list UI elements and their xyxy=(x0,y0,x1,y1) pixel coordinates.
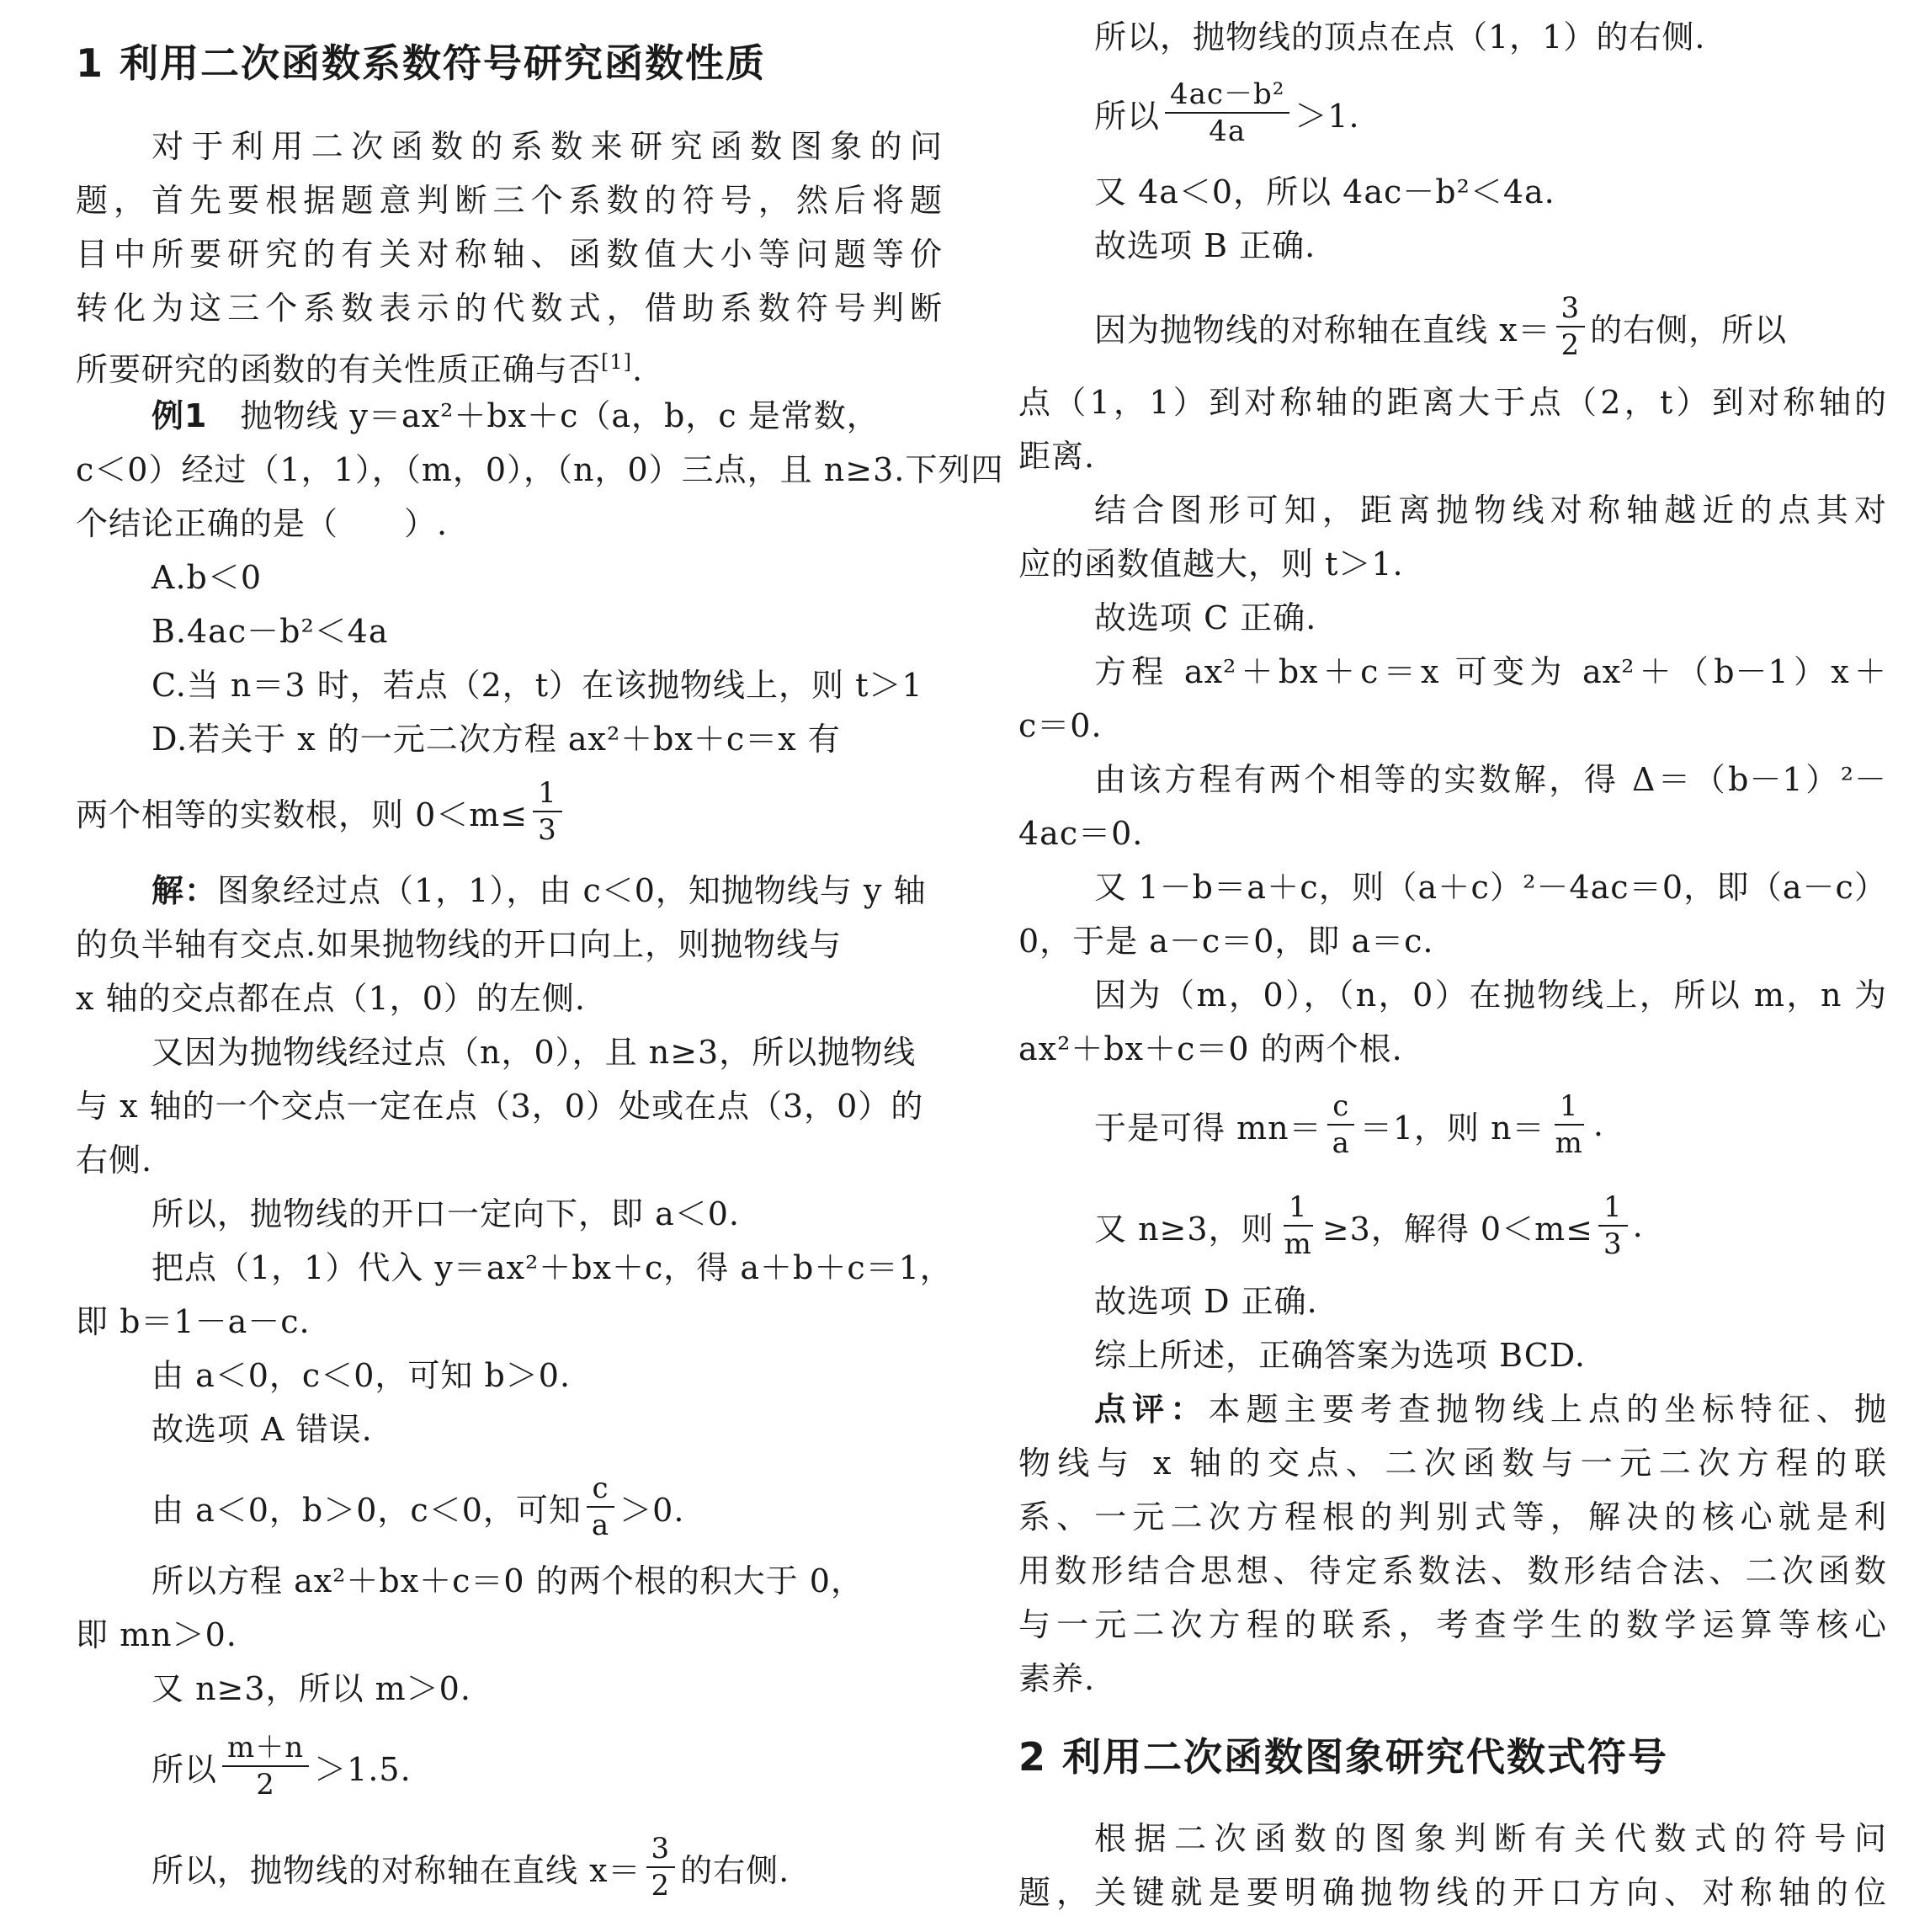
c-line-3: 结合图形可知，距离抛物线对称轴越近的点其对 xyxy=(1094,492,1887,529)
right-axis-line xyxy=(1018,285,1887,369)
c-line-10: 又 1－b＝a＋c，则（a＋c）²－4ac＝0，即（a－c） xyxy=(1094,869,1887,906)
mn-post: ＞1.5. xyxy=(314,1750,412,1788)
m-range-pre: 又 n≥3，则 xyxy=(1094,1210,1274,1248)
axis-pre: 所以，抛物线的对称轴在直线 x＝ xyxy=(152,1851,641,1889)
option-a: A.b＜0 xyxy=(152,559,263,596)
comment-line-6: 素养. xyxy=(1018,1660,1096,1697)
c-line-8: 由该方程有两个相等的实数解，得 Δ＝（b－1）²－ xyxy=(1094,761,1887,798)
fraction-numerator: 1 xyxy=(533,775,562,812)
ca-pre: 由 a＜0，b＞0，c＜0，可知 xyxy=(152,1491,582,1529)
comment-label: 点评： xyxy=(1094,1391,1209,1428)
fraction-one-over-m xyxy=(1550,1088,1588,1161)
fraction-numerator: 1 xyxy=(1555,1088,1584,1126)
example-label: 例1 xyxy=(152,397,208,434)
fraction-denominator: 3 xyxy=(538,813,557,847)
fraction-denominator: m xyxy=(1555,1126,1583,1160)
m-range-line xyxy=(1018,1184,1887,1268)
fraction-denominator: a xyxy=(591,1509,610,1542)
intro-line-1: 对于利用二次函数的系数来研究函数图象的问 xyxy=(152,128,943,165)
c-line-6: 方程 ax²＋bx＋c＝x 可变为 ax²＋（b－1）x＋ xyxy=(1094,653,1887,690)
ca-post: ＞0. xyxy=(619,1491,685,1529)
fraction-one-over-m xyxy=(1279,1190,1317,1262)
intro-line-4: 转化为这三个系数表示的代数式，借助系数符号判断 xyxy=(76,290,943,327)
fraction-one-third xyxy=(1598,1190,1628,1262)
b-line-1: 又 4a＜0，所以 4ac－b²＜4a. xyxy=(1094,173,1555,210)
fraction-three-halves xyxy=(646,1831,676,1903)
fraction-m-plus-n-over-2 xyxy=(222,1730,309,1802)
example-1-line-2: c＜0）经过（1，1），（m，0），（n，0）三点，且 n≥3.下列四 xyxy=(76,451,1004,488)
intro-end: . xyxy=(632,351,644,388)
fraction-denominator: a xyxy=(1332,1126,1350,1160)
solution-line-6: 右侧. xyxy=(76,1142,153,1179)
option-c: C.当 n＝3 时，若点（2，t）在该抛物线上，则 t＞1 xyxy=(152,667,923,704)
fraction-denominator: 2 xyxy=(651,1869,671,1903)
option-d: D.若关于 x 的一元二次方程 ax²＋bx＋c＝x 有 xyxy=(152,721,841,758)
fraction-numerator: 1 xyxy=(1284,1190,1313,1227)
solution-line-10: 由 a＜0，c＜0，可知 b＞0. xyxy=(152,1357,572,1394)
solution-line-8: 把点（1，1）代入 y＝ax²＋bx＋c，得 a＋b＋c＝1， xyxy=(152,1249,953,1286)
vertex-post: ＞1. xyxy=(1295,97,1360,135)
mn-derivation-line xyxy=(1018,1083,1887,1167)
fraction-denominator: 2 xyxy=(1560,328,1581,362)
solution-line-4: 又因为抛物线经过点（n，0），且 n≥3，所以抛物线 xyxy=(152,1034,917,1071)
solution-line-7: 所以，抛物线的开口一定向下，即 a＜0. xyxy=(152,1195,740,1232)
option-d-tail xyxy=(76,769,943,854)
axis-post: 的右侧. xyxy=(680,1851,790,1889)
fraction-denominator: 2 xyxy=(256,1768,275,1802)
solution-text-1: 图象经过点（1，1），由 c＜0，知抛物线与 y 轴 xyxy=(217,872,927,909)
fraction-numerator: 3 xyxy=(1556,290,1586,327)
d-line-1: 故选项 D 正确. xyxy=(1094,1283,1318,1320)
solution-label: 解： xyxy=(152,872,218,909)
comment-line-1 xyxy=(1018,1386,1887,1433)
right-axis-pre: 因为抛物线的对称轴在直线 x＝ xyxy=(1094,311,1551,349)
comment-line-5: 与一元二次方程的联系，考查学生的数学运算等核心 xyxy=(1018,1606,1887,1643)
fraction-numerator: c xyxy=(1327,1088,1354,1126)
solution-line-5: 与 x 轴的一个交点一定在点（3，0）处或在点（3，0）的 xyxy=(76,1088,924,1125)
vertex-pre: 所以 xyxy=(1094,97,1161,135)
section-2-line-2: 题，关键就是要明确抛物线的开口方向、对称轴的位 xyxy=(1018,1874,1887,1911)
fraction-denominator: 3 xyxy=(1603,1227,1623,1261)
fraction-numerator: c xyxy=(587,1471,614,1508)
roots-line-3: 又 n≥3，所以 m＞0. xyxy=(152,1670,471,1707)
fraction-numerator: 3 xyxy=(646,1831,676,1868)
d-line-2: 综上所述，正确答案为选项 BCD. xyxy=(1094,1337,1586,1374)
c-line-13: ax²＋bx＋c＝0 的两个根. xyxy=(1018,1030,1403,1067)
comment-line-4: 用数形结合思想、待定系数法、数形结合法、二次函数 xyxy=(1018,1552,1887,1589)
intro-line-2: 题，首先要根据题意判断三个系数的符号，然后将题 xyxy=(76,182,943,219)
solution-line-11: 故选项 A 错误. xyxy=(152,1411,373,1448)
fraction-denominator: m xyxy=(1284,1227,1312,1261)
c-line-4: 应的函数值越大，则 t＞1. xyxy=(1018,546,1404,583)
fraction-c-over-a xyxy=(587,1471,614,1543)
fraction-numerator: 4ac－b² xyxy=(1165,77,1289,114)
right-axis-post: 的右侧，所以 xyxy=(1590,311,1788,349)
fraction-vertex-value xyxy=(1165,77,1289,149)
c-line-7: c＝0. xyxy=(1018,707,1103,744)
fraction-numerator: m＋n xyxy=(222,1730,309,1767)
intro-line-5 xyxy=(76,338,943,393)
fraction-three-halves xyxy=(1556,290,1586,363)
intro-line-5-text: 所要研究的函数的有关性质正确与否 xyxy=(76,351,602,388)
vertex-line: 所以，抛物线的顶点在点（1，1）的右侧. xyxy=(1094,19,1706,56)
section-2-heading: 2 利用二次函数图象研究代数式符号 xyxy=(1018,1734,1669,1780)
option-d-tail-text: 两个相等的实数根，则 0＜m≤ xyxy=(76,796,529,833)
roots-line-1: 所以方程 ax²＋bx＋c＝0 的两个根的积大于 0， xyxy=(152,1562,864,1599)
ca-line xyxy=(76,1465,943,1549)
example-1-line-3: 个结论正确的是（ ）. xyxy=(76,505,449,542)
example-1-line-1 xyxy=(76,392,943,439)
comment-line-2: 物线与 x 轴的交点、二次函数与一元二次方程的联 xyxy=(1018,1445,1887,1482)
option-b: B.4ac－b²＜4a xyxy=(152,613,389,650)
roots-line-2: 即 mn＞0. xyxy=(76,1616,237,1653)
solution-line-9: 即 b＝1－a－c. xyxy=(76,1303,311,1340)
mn-derivation-mid: ＝1，则 n＝ xyxy=(1359,1109,1545,1147)
mn-derivation-pre: 于是可得 mn＝ xyxy=(1094,1109,1322,1147)
axis-line xyxy=(76,1825,943,1909)
mn-derivation-post: . xyxy=(1592,1106,1604,1143)
mn-pre: 所以 xyxy=(152,1750,218,1788)
mn-line xyxy=(76,1724,943,1808)
fraction-numerator: 1 xyxy=(1598,1190,1628,1227)
m-range-post: . xyxy=(1632,1207,1644,1244)
c-line-2: 距离. xyxy=(1018,438,1096,475)
example-text-1: 抛物线 y＝ax²＋bx＋c（a，b，c 是常数， xyxy=(240,397,880,434)
intro-line-3: 目中所要研究的有关对称轴、函数值大小等问题等价 xyxy=(76,236,943,273)
c-line-12: 因为（m，0），（n，0）在抛物线上，所以 m，n 为 xyxy=(1094,977,1887,1014)
solution-line-3: x 轴的交点都在点（1，0）的左侧. xyxy=(76,980,586,1017)
c-line-1: 点（1，1）到对称轴的距离大于点（2，t）到对称轴的 xyxy=(1018,384,1887,421)
comment-text-1: 本题主要考查抛物线上点的坐标特征、抛 xyxy=(1208,1391,1887,1428)
solution-line-1 xyxy=(76,867,943,914)
vertex-ineq-line xyxy=(1018,71,1887,155)
solution-line-2: 的负半轴有交点.如果抛物线的开口向上，则抛物线与 xyxy=(76,926,843,963)
b-line-2: 故选项 B 正确. xyxy=(1094,227,1316,264)
fraction-denominator: 4a xyxy=(1209,114,1247,148)
c-line-11: 0，于是 a－c＝0，即 a＝c. xyxy=(1018,923,1434,960)
comment-line-3: 系、一元二次方程根的判别式等，解决的核心就是利 xyxy=(1018,1498,1887,1535)
fraction-one-third xyxy=(533,775,562,848)
section-1-heading: 1 利用二次函数系数符号研究函数性质 xyxy=(76,40,767,86)
c-line-9: 4ac＝0. xyxy=(1018,815,1144,852)
fraction-c-over-a xyxy=(1327,1088,1355,1161)
citation-ref: [1] xyxy=(601,350,633,374)
section-2-line-1: 根据二次函数的图象判断有关代数式的符号问 xyxy=(1094,1820,1887,1857)
m-range-mid: ≥3，解得 0＜m≤ xyxy=(1321,1210,1593,1248)
c-line-5: 故选项 C 正确. xyxy=(1094,599,1317,636)
